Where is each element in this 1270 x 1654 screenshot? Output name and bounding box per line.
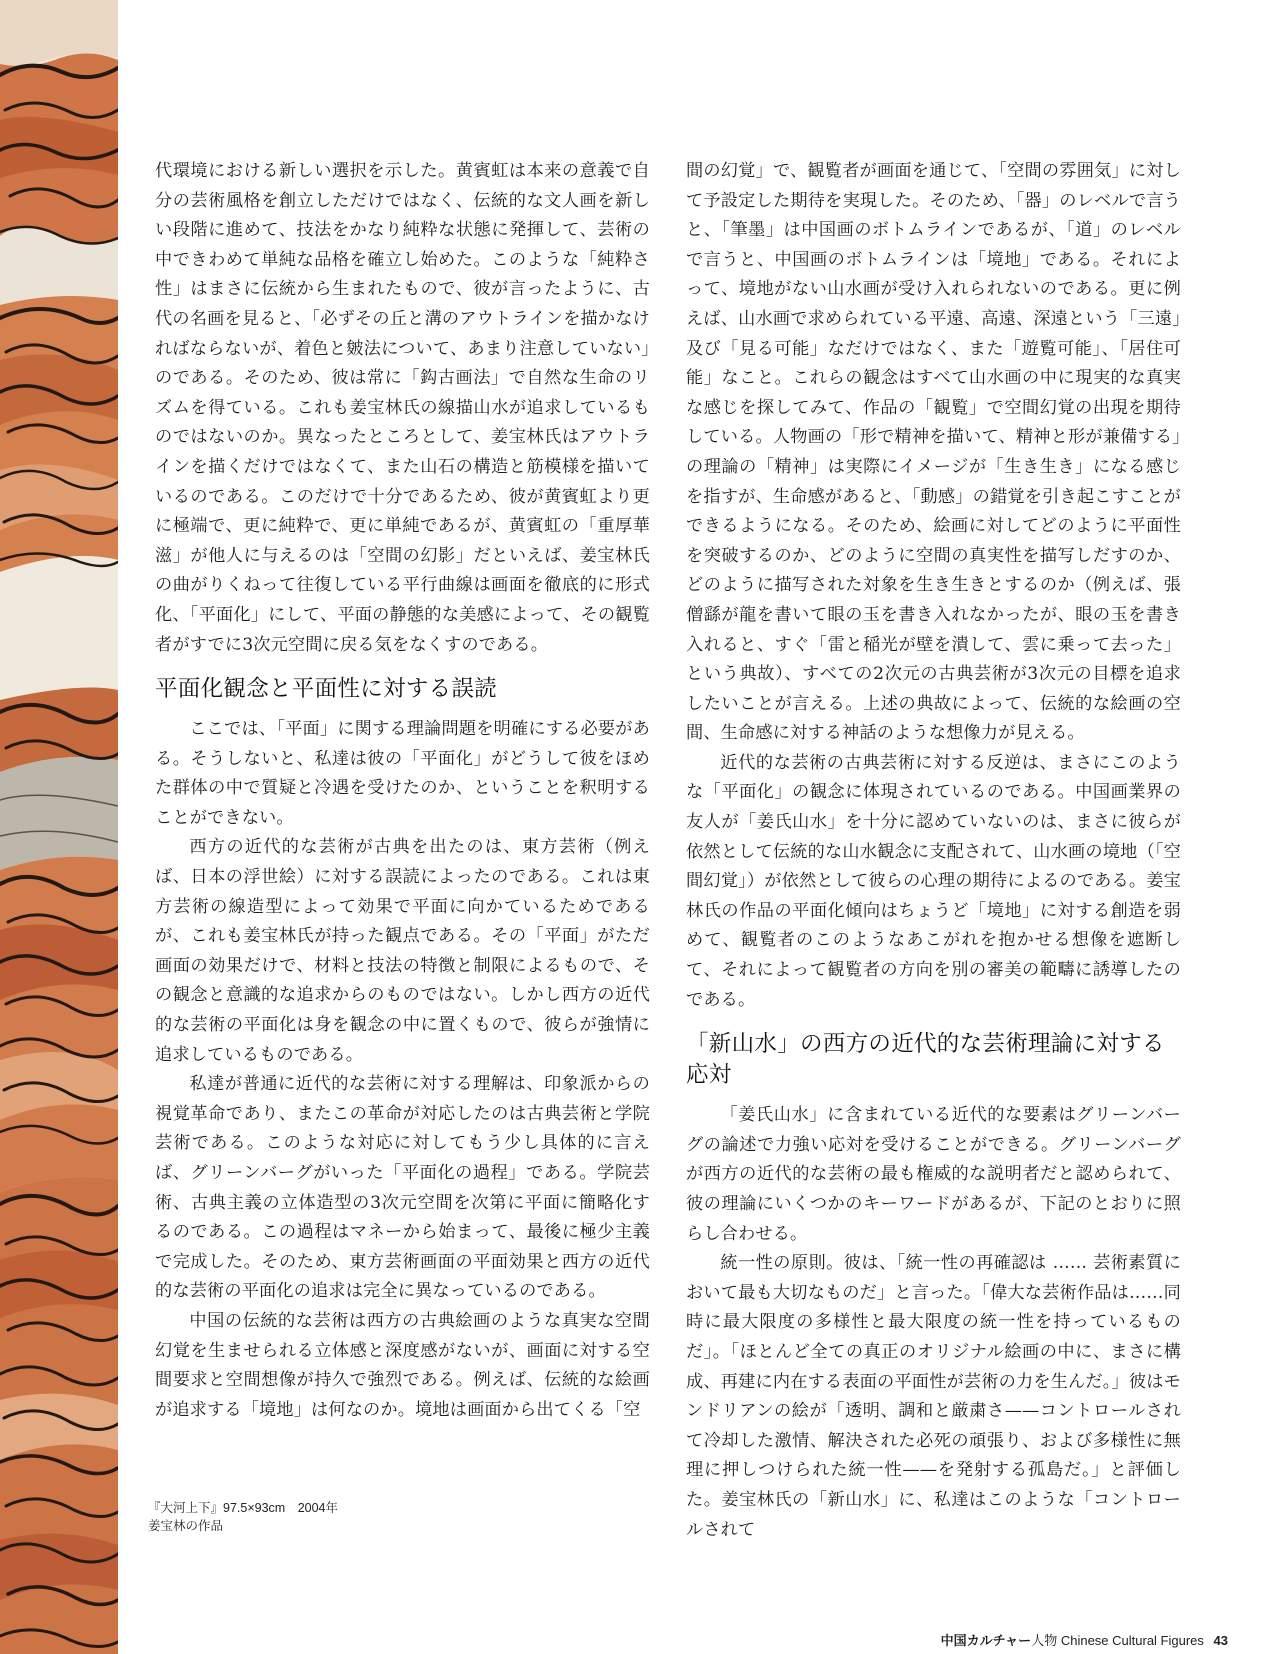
magazine-english-title: Chinese Cultural Figures bbox=[1060, 1633, 1204, 1648]
caption-title-line: 『大河上下』97.5×93cm 2004年 bbox=[148, 1501, 339, 1515]
page-footer bbox=[941, 1630, 1228, 1649]
painting-svg bbox=[0, 0, 118, 1654]
left-paragraph-5: 中国の伝統的な芸術は西方の古典絵画のような真実な空間幻覚を生ませられる立体感と深度感がないが、画面に対する空間要求と空間想像が持久で強烈である。例えば、伝統的な絵画が追求する「境地」は何なのか。境地は画面から出てくる「空 bbox=[155, 1310, 650, 1420]
mountain-shape-4 bbox=[0, 857, 118, 1192]
section-heading-flattening: 平面化観念と平面性に対する誤読 bbox=[155, 676, 498, 703]
landscape-painting bbox=[0, 0, 118, 1654]
left-paragraph-4: 私達が普通に近代的な芸術に対する理解は、印象派からの視覚革命であり、またこの革命が対応したのは古典芸術と学院芸術である。このような対応に対してもう少し具体的に言えば、グリーンバーグがいった「平面化の過程」である。学院芸術、古典主義の立体造型の3次元空間を次第に平面に簡略化するのである。この過程はマネーから始まって、最後に極少主義で完成した。そのため、東方芸術画面の平面効果と西方の近代的な芸術の平面化の追求は完全に異なっているのである。 bbox=[155, 1074, 650, 1302]
artwork-caption bbox=[148, 1499, 338, 1535]
section-heading-new-landscape: 「新山水」の西方の近代的な芸術理論に対する応対 bbox=[686, 1031, 1165, 1089]
right-paragraph-4: 統一性の原則。彼は、「統一性の再確認は …… 芸術素質において最も大切なものだ」と言った。「偉大な芸術作品は……同時に最大限度の多様性と最大限度の統一性を持っているものだ」。「ほとんど全ての真正のオリジナル絵画の中に、まさに構成、再建に内在する表面の平面性が芸術の力を生んだ。」彼はモンドリアンの絵が「透明、調和と厳粛さ——コントロールされて冷却した激情、解決された必死の頑張り、および多様性に無理に押しつけられた統一性——を発射する孤島だ。」と評価した。姜宝林氏の「新山水」に、私達はこのような「コントロールされて bbox=[686, 1253, 1181, 1540]
magazine-section: 人物 bbox=[1031, 1633, 1058, 1648]
grey-wash-band bbox=[0, 757, 118, 870]
right-column bbox=[686, 157, 1181, 1545]
right-paragraph-2: 近代的な芸術の古典芸術に対する反逆は、まさにこのような「平面化」の観念に体現されているのである。中国画業界の友人が「姜氏山水」を十分に認めていないのは、まさに彼らが依然として伝統的な山水観念に支配されて、山水画の境地（「空間幻覚」）が依然として彼らの心理の期待によるのである。姜宝林氏の作品の平面化傾向はちょうど「境地」に対する創造を弱めて、観覧者のこのようなあこがれを抱かせる想像を遮断して、それによって観覧者の方向を別の審美の範疇に誘導したのである。 bbox=[686, 752, 1181, 1010]
magazine-brand: 中国カルチャー bbox=[940, 1633, 1032, 1648]
left-column bbox=[155, 157, 650, 1425]
left-paragraph-3: 西方の近代的な芸術が古典を出たのは、東方芸術（例えば、日本の浮世絵）に対する誤読によったのである。これは東方芸術の線造型によって効果で平面に向かているためであるが、これも姜宝林氏が持った観点である。その「平面」がただ画面の効果だけで、材料と技法の特徴と制限によるもので、その観念と意識的な追求からのものではない。しかし西方の近代的な芸術の平面化は身を観念の中に置くもので、彼らが強情に追求しているものである。 bbox=[155, 837, 650, 1065]
right-paragraph-3: 「姜氏山水」に含まれている近代的な要素はグリーンバーグの論述で力強い応対を受けることができる。グリーンバーグが西方の近代的な芸術の最も権威的な説明者だと認められて、彼の理論にいくつかのキーワードがあるが、下記のとおりに照らし合わせる。 bbox=[686, 1105, 1181, 1244]
page-number: 43 bbox=[1213, 1633, 1228, 1648]
mist-band-2 bbox=[0, 556, 118, 700]
left-paragraph-2: ここでは、「平面」に関する理論問題を明確にする必要がある。そうしないと、私達は彼の「平面化」がどうして彼をほめた群体の中で質疑と冷遇を受けたのか、ということを釈明することができない。 bbox=[155, 719, 650, 828]
caption-artist-line: 姜宝林の作品 bbox=[148, 1519, 224, 1533]
mountain-shape-2 bbox=[0, 296, 118, 572]
right-paragraph-1: 間の幻覚」で、観覧者が画面を通じて、「空間の雰囲気」に対して予設定した期待を実現した。そのため、「器」のレベルで言うと、「筆墨」は中国画のボトムラインであるが、「道」のレベルで言うと、中国画のボトムラインは「境地」である。それによって、境地がない山水画が受け入れられないのである。更に例えば、山水画で求められている平遠、高遠、深遠という「三遠」及び「見る可能」なだけではなく、また「遊覧可能」、「居住可能」なこと。これらの観念はすべて山水画の中に現実的な真実な感じを探してみて、作品の「観覧」で空間幻覚の出現を期待している。人物画の「形で精神を描いて、精神と形が兼備する」の理論の「精神」は実際にイメージが「生き生き」になる感じを指すが、生命感があると、「動感」の錯覚を引き起こすことができるようになる。そのため、絵画に対してどのように平面性を突破するのか、どのように空間の真実性を描写しだすのか、どのように描写された対象を生き生きとするのか（例えば、張僧繇が龍を書いて眼の玉を書き入れなかったが、眼の玉を書き入れると、すぐ「雷と稲光が壁を潰して、雲に乗って去った」という典故）、すべての2次元の古典芸術が3次元の目標を追求したいことが言える。上述の典故によって、伝統的な絵画の空間、生命感に対する神話のような想像力が見える。 bbox=[686, 161, 1181, 744]
left-paragraph-1: 代環境における新しい選択を示した。黄賓虹は本来の意義で自分の芸術風格を創立しただけではなく、伝統的な文人画を新しい段階に進めて、技法をかなり純粋な状態に発揮して、芸術の中できわめて単純な品格を確立し始めた。このような「純粋さ性」はまさに伝統から生まれたもので、彼が言ったように、古代の名画を見ると、「必ずその丘と溝のアウトラインを描かなければならないが、着色と皴法について、あまり注意していない」のである。そのため、彼は常に「鈎古画法」で自然な生命のリズムを得ている。これも姜宝林氏の線描山水が追求しているものではないのか。異なったところとして、姜宝林氏はアウトラインを描くだけではなくて、また山石の構造と筋模様を描いているのである。このだけで十分であるため、彼が黄賓虹より更に極端で、更に純粋で、更に単純であるが、黄賓虹の「重厚華滋」が他人に与えるのは「空間の幻影」だといえば、姜宝林氏の曲がりくねって往復している平行曲線は画面を徹底的に形式化、「平面化」にして、平面の静態的な美感によって、その観覧者がすでに3次元空間に戻る気をなくすのである。 bbox=[155, 161, 650, 655]
